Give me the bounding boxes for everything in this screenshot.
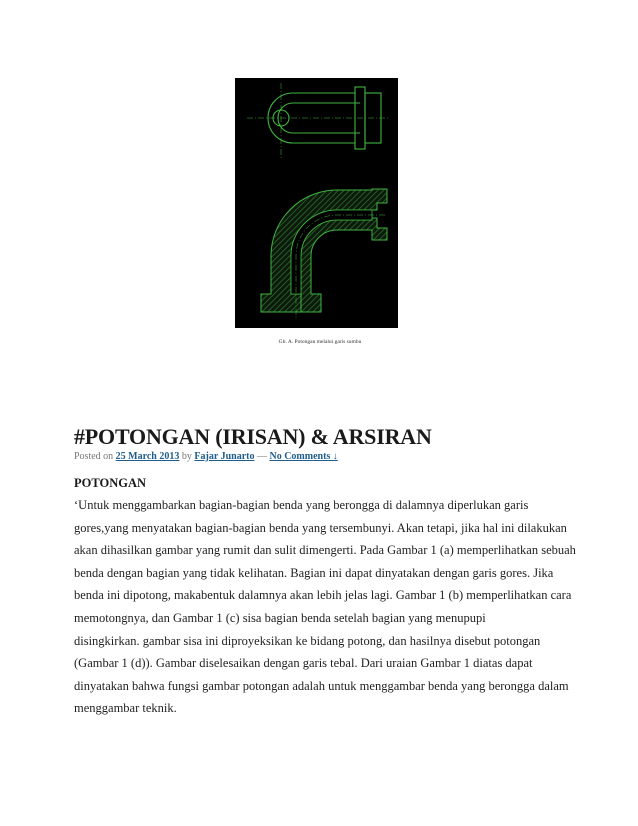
pipe-section-drawing	[235, 78, 398, 328]
body-line: benda ini dipotong, makabentuk dalamnya akan lebih jelas lagi. Gambar 1 (b) memperlihatkan cara	[74, 588, 572, 603]
posted-on-label: Posted on	[74, 451, 114, 462]
body-line: ‘Untuk menggambarkan bagian-bagian benda yang berongga di dalamnya diperlukan garis	[74, 498, 529, 512]
section-heading: POTONGAN	[74, 476, 146, 490]
body-line: gores,yang menyatakan bagian-bagian benda yang tersembunyi. Akan tetapi, jika hal ini dilakukan	[74, 520, 567, 535]
by-label: by	[181, 451, 192, 462]
body-line: memotongnya, dan Gambar 1 (c) sisa bagian benda setelah bagian yang menupupi	[74, 610, 486, 625]
body-line: akan dihasilkan gambar yang rumit dan sulit dimengerti. Pada Gambar 1 (a) memperlihatkan sebuah	[74, 543, 576, 558]
comments-link[interactable]: No Comments ↓	[269, 451, 338, 462]
post-meta	[74, 451, 338, 462]
body-line: menggambar teknik.	[74, 701, 177, 716]
post-date-link[interactable]: 25 March 2013	[115, 451, 180, 462]
body-line: disingkirkan. gambar sisa ini diproyeksikan ke bidang potong, dan hasilnya disebut potongan	[74, 633, 541, 648]
body-line: dinyatakan bahwa fungsi gambar potongan adalah untuk menggambar benda yang berongga dalam	[74, 678, 569, 693]
author-link[interactable]: Fajar Junarto	[194, 451, 255, 462]
figure-caption: Gb. A. Potongan melalui garis sumbu	[278, 339, 362, 345]
section-view-elbow	[261, 189, 387, 312]
article-body	[74, 494, 574, 720]
body-line: benda dengan bagian yang tidak kelihatan. Bagian ini dapat dinyatakan dengan garis gores. Jika	[74, 565, 554, 580]
meta-separator: —	[256, 451, 267, 462]
article-title: #POTONGAN (IRISAN) & ARSIRAN	[74, 424, 432, 449]
technical-drawing-figure	[235, 78, 398, 328]
body-line: (Gambar 1 (d)). Gambar diselesaikan dengan garis tebal. Dari uraian Gambar 1 diatas dapat	[74, 656, 533, 671]
